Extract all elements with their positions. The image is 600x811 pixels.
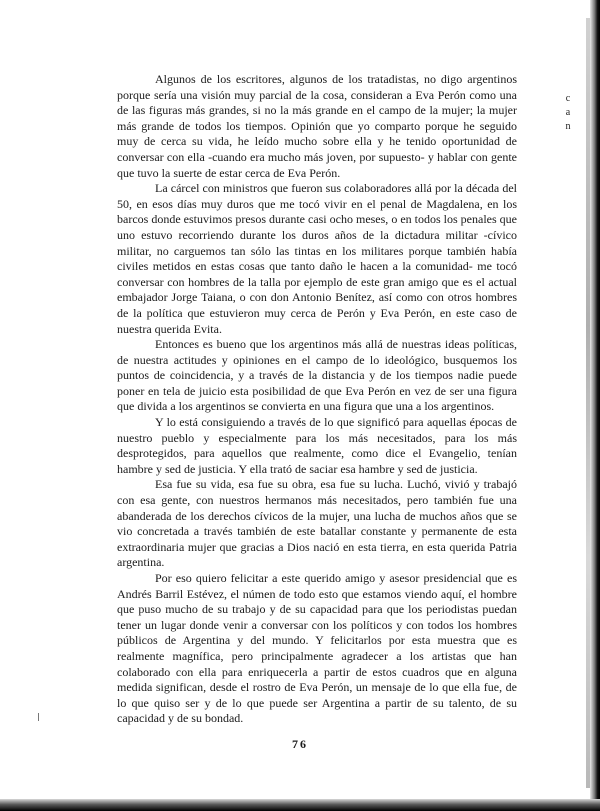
margin-char: a [565,107,571,118]
paragraph: Entonces es bueno que los argentinos más allá de nuestras ideas políticas, de nuestra actitudes y opiniones en el campo de lo ideológico, busquemos los puntos de coincidencia, y a través de la distancia y de los tiempos nadie puede poner en tela de juicio esta posibilidad de que Eva Perón en vez de ser una figura que divida a los argentinos se convierta en una figura que una a los argentinos. [117,337,517,414]
page-number: 76 [292,737,308,751]
paragraph: Y lo está consiguiendo a través de lo que significó para aquellas épocas de nuestro pueblo y especialmente para los más necesitados, para los más desprotegidos, para aquellos que realmente, como dice el Evangelio, tenían hambre y sed de justicia. Y ella trató de saciar esa hambre y sed de justicia. [117,415,517,476]
paragraph: Por eso quiero felicitar a este querido amigo y asesor presidencial que es Andrés Barril Estévez, el númen de todo esto que estamos viendo aquí, el hombre que puso mucho de su trabajo y de su capacidad para que los periodistas puedan tener un lugar donde venir a conversar con los políticos y con todos los hombres públicos de Argentina y del mundo. Y felicitarlos por esta muestra que es realmente magnífica, pero principalmente agradecer a los artistas que han colaborado con ella para enriquecerla a partir de estos cuadros que en alguna medida significan, desde el rostro de Eva Perón, un mensaje de lo que ella fue, de lo que quiso ser y de lo que puede ser Argentina a partir de su talento, de su capacidad y de su bondad. [117,571,517,726]
margin-char: n [565,121,571,132]
scan-edge-bottom [0,799,600,811]
body-text [117,72,517,727]
paragraph: La cárcel con ministros que fueron sus colaboradores allá por la década del 50, en esos días muy duros que me tocó vivir en el penal de Magdalena, en los barcos donde estuvimos presos durante casi ocho meses, o en todos los penales que uno estuvo recorriendo durante los duros años de la dictadura militar -cívico militar, no carguemos tan sólo las tintas en los militares porque también había civiles metidos en estas cosas que tanto daño le hacen a la comunidad- me tocó conversar con hombres de la talla por ejemplo de este gran amigo que es el actual embajador Jorge Taiana, o con don Antonio Benítez, así como con otros hombres de la política que estuvieron muy cerca de Perón y Eva Perón, en este caso de nuestra querida Evita. [117,181,517,336]
scan-edge-right [590,0,600,811]
margin-char: c [565,93,571,104]
margin-characters [561,92,575,134]
paragraph: Esa fue su vida, esa fue su obra, esa fue su lucha. Luchó, vivió y trabajó con esa gente, con nuestros hermanos más necesitados, pero también fue una abanderada de los derechos cívicos de la mujer, una lucha de muchos años que se vio concretada a través también de este batallar constante y permanente de esta extraordinaria mujer que gracias a Dios nació en esta tierra, en esta querida Patria argentina. [117,477,517,570]
paragraph: Algunos de los escritores, algunos de los tratadistas, no digo argentinos porque sería una visión muy parcial de la cosa, consideran a Eva Perón como una de las figuras más grandes, si no la más grande en el campo de la mujer; la mujer más grande de todos los tiempos. Opinión que yo comparto porque he seguido muy de cerca su vida, he leído mucho sobre ella y he tenido oportunidad de conversar con ella -cuando era mucho más joven, por supuesto- y hablar con gente que tuvo la suerte de estar cerca de Eva Perón. [117,72,517,180]
margin-mark [38,713,39,721]
